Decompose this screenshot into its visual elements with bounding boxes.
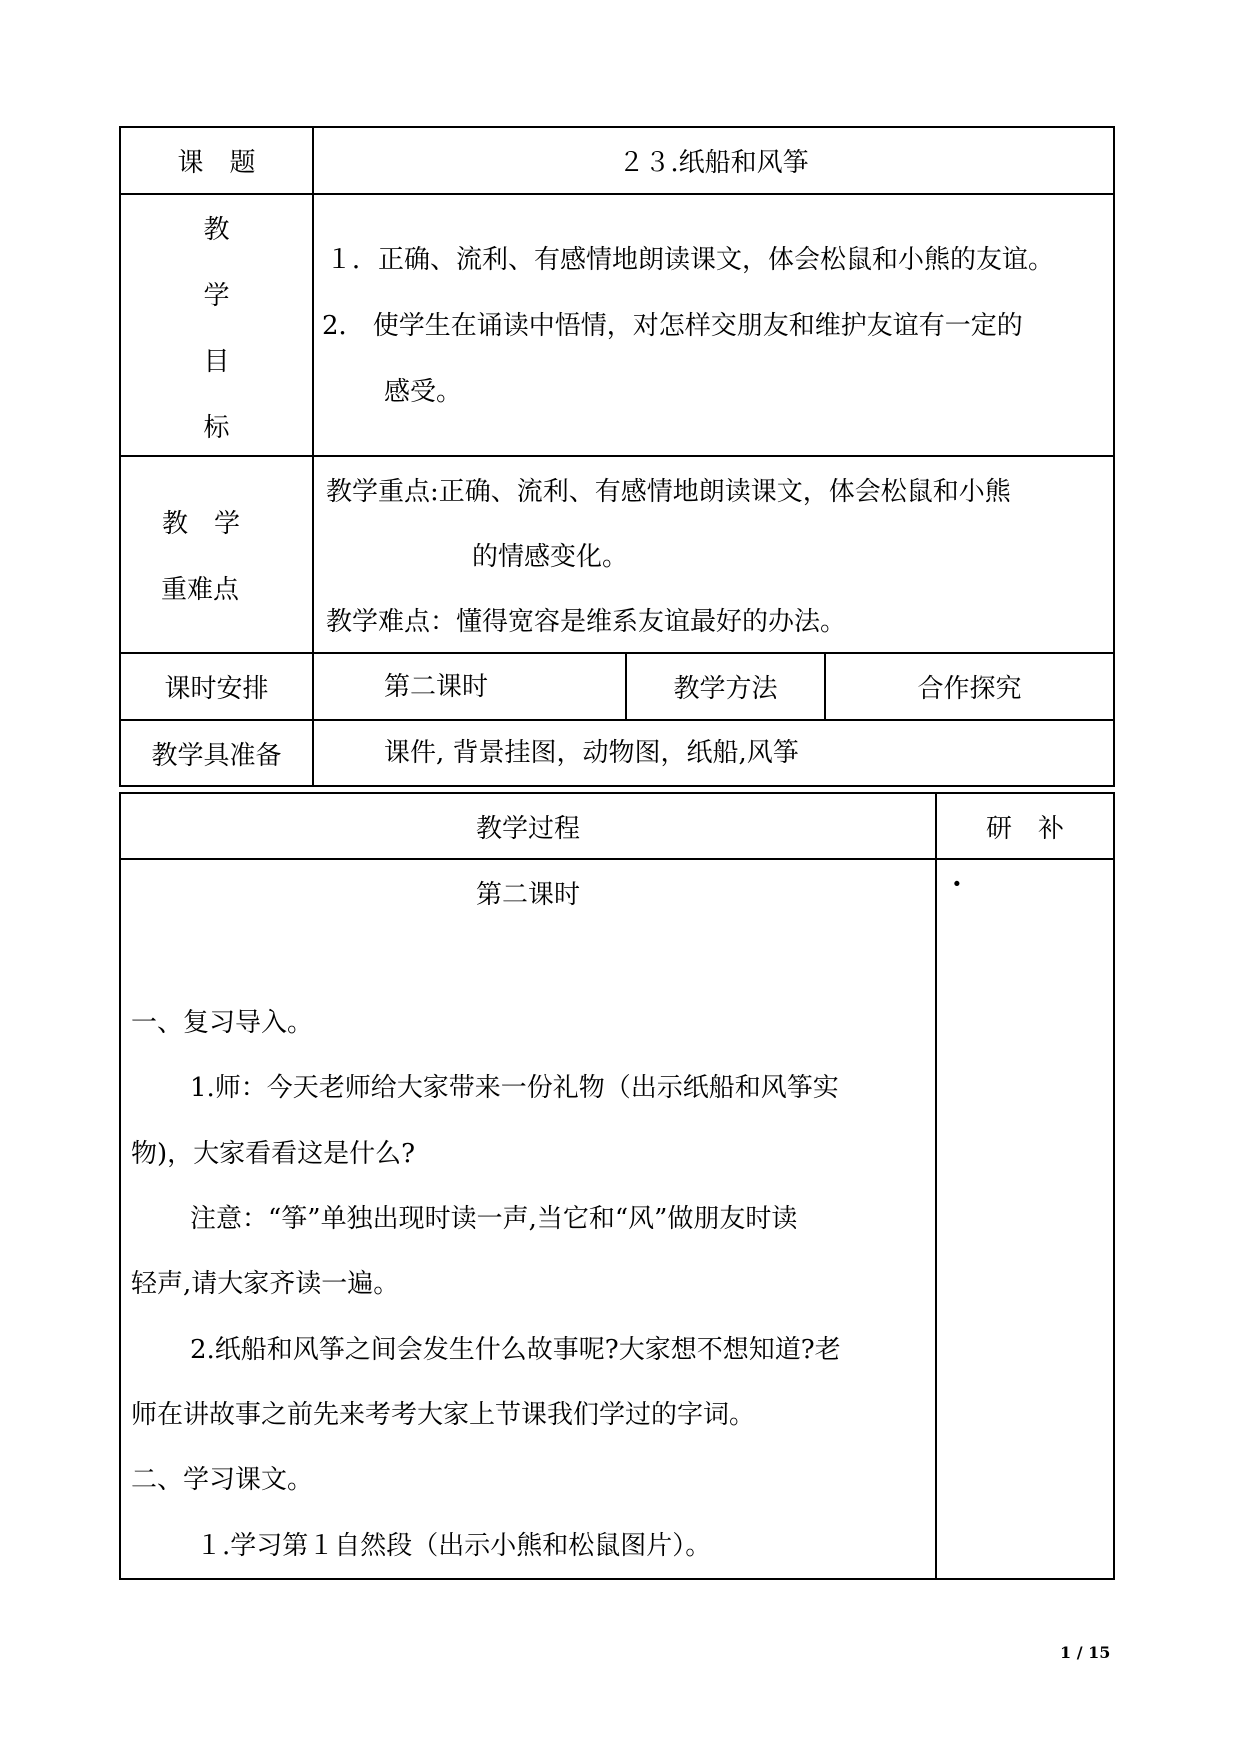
method-label	[627, 654, 824, 719]
notes-header-text: 研 补	[985, 813, 1064, 844]
keypoint-line-2: 的情感变化。	[472, 542, 629, 572]
process-line: 二、学习课文。	[131, 1465, 314, 1495]
page-number: 1 / 15	[1060, 1643, 1111, 1662]
prep-label-text: 教学具准备	[151, 740, 282, 771]
session-title-text: 第二课时	[475, 879, 580, 910]
goal-item-2: 2． 使学生在诵读中悟情，对怎样交朋友和维护友谊有一定的	[322, 311, 1023, 341]
session-title	[121, 876, 935, 908]
table2-col-divider	[935, 792, 937, 1580]
process-line: １.学习第１自然段（出示小熊和松鼠图片）。	[196, 1531, 712, 1561]
process-line: 师在讲故事之前先来考考大家上节课我们学过的字词。	[131, 1400, 756, 1430]
goals-label-char: 学	[203, 281, 230, 311]
goals-label-char: 目	[203, 347, 230, 377]
schedule-label-text: 课时安排	[164, 674, 269, 704]
prep-value: 课件, 背景挂图，动物图，纸船,风筝	[384, 738, 799, 768]
schedule-value: 第二课时	[384, 672, 489, 702]
table1-row2-divider	[119, 455, 1115, 457]
process-header-right	[937, 794, 1113, 858]
method-value-text: 合作探究	[917, 674, 1022, 704]
notes-mark: ·	[952, 867, 962, 900]
subject-label	[121, 128, 312, 193]
process-line: 2.纸船和风筝之间会发生什么故事呢?大家想不想知道?老	[190, 1335, 841, 1365]
method-value	[826, 654, 1113, 719]
process-header-text: 教学过程	[475, 813, 580, 844]
goals-label-char: 标	[203, 413, 230, 443]
difficulty-line: 教学难点：懂得宽容是维系友谊最好的办法。	[326, 607, 847, 637]
goals-label	[120, 195, 313, 455]
keypoints-label-line1: 教 学	[162, 509, 241, 539]
prep-label	[121, 721, 312, 785]
schedule-label	[121, 654, 312, 719]
process-line: 物)，大家看看这是什么?	[131, 1139, 416, 1169]
table2-border-left	[119, 792, 121, 1580]
process-line: 轻声,请大家齐读一遍。	[131, 1269, 400, 1299]
table2-header-divider	[119, 858, 1115, 860]
process-line: 1.师：今天老师给大家带来一份礼物（出示纸船和风筝实	[190, 1073, 839, 1103]
keypoint-line-1: 教学重点:正确、流利、有感情地朗读课文，体会松鼠和小熊	[326, 477, 1011, 507]
table2-border-right	[1113, 792, 1115, 1580]
table2-border-bottom	[119, 1578, 1115, 1580]
goal-item-2-cont: 感受。	[384, 377, 463, 407]
table1-border-bottom	[119, 785, 1115, 787]
subject-label-text: 课 题	[177, 148, 256, 178]
goals-label-char: 教	[203, 215, 230, 245]
process-line: 一、复习导入。	[131, 1008, 314, 1038]
process-line: 注意：“筝”单独出现时读一声,当它和“风”做朋友时读	[190, 1204, 798, 1234]
process-header-left	[121, 794, 935, 858]
goal-item-1: １．正确、流利、有感情地朗读课文，体会松鼠和小熊的友谊。	[326, 245, 1055, 275]
subject-value	[314, 128, 1113, 193]
lesson-title: ２３.纸船和风筝	[618, 148, 809, 178]
keypoints-label-line2: 重难点	[161, 575, 240, 605]
method-label-text: 教学方法	[673, 674, 778, 704]
